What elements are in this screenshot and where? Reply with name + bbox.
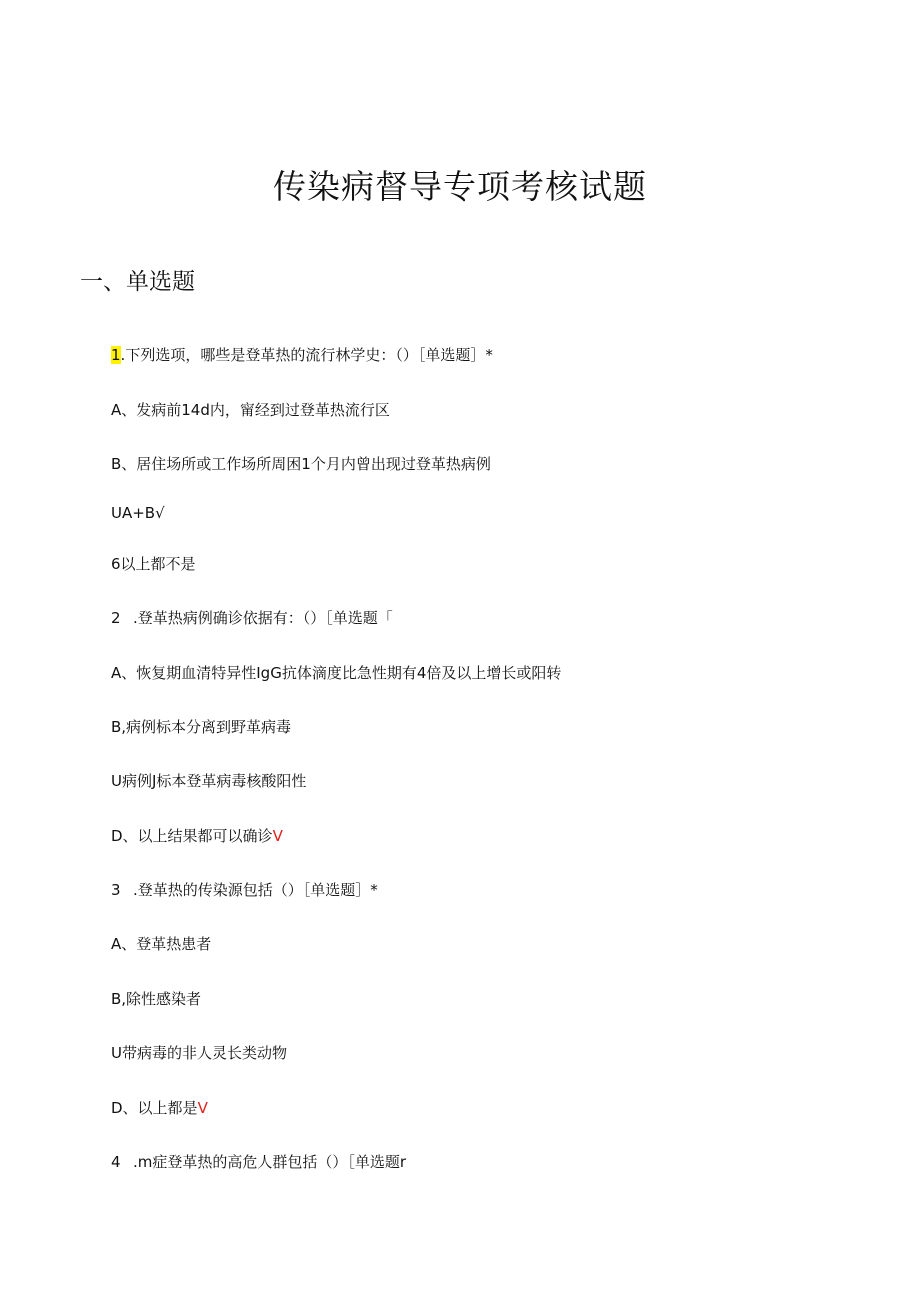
question-2-number: 2 [111,609,121,627]
question-3-option-d-text: D、以上都是 [111,1099,198,1117]
question-1-text: .下列选项，哪些是登革热的流行林学史：（）［单选题］* [120,346,493,364]
question-1-option-b: B、居住场所或工作场所周困1个月内曾出现过登革热病例 [111,455,491,473]
question-1-option-c: UA+B√ [111,504,165,522]
question-2-text: .登革热病例确诊依据有：（）［单选题「 [133,609,393,627]
question-3-option-c: U带病毒的非人灵长类动物 [111,1044,287,1062]
correct-mark: V [272,827,283,845]
question-2-option-d [111,825,283,847]
question-3-option-b: B,除性感染者 [111,990,202,1008]
question-1-number: 1 [111,346,121,364]
question-3-option-a: A、登革热患者 [111,935,212,953]
question-4-text: .m症登革热的高危人群包括（）［单选题r [133,1153,407,1171]
question-2-stem [111,607,393,629]
question-4-number: 4 [111,1153,121,1171]
question-2-option-d-text: D、以上结果都可以确诊 [111,827,273,845]
question-3-stem [111,879,378,901]
section-heading: 一、单选题 [80,269,195,295]
question-4-stem [111,1151,406,1173]
question-1-stem [111,344,493,366]
document-title: 传染病督导专项考核试题 [273,167,647,206]
question-2-option-c: U病例J标本登革病毒核酸阳性 [111,772,307,790]
question-3-number: 3 [111,881,121,899]
question-3-text: .登革热的传染源包括（）［单选题］* [133,881,378,899]
question-1-option-a: A、发病前14d内，甯经到过登革热流行区 [111,401,390,419]
question-2-option-b: B,病例标本分离到野革病毒 [111,718,292,736]
correct-mark: V [197,1099,208,1117]
question-2-option-a: A、恢复期血清特异性IgG抗体滴度比急性期有4倍及以上增长或阳转 [111,664,562,682]
question-3-option-d [111,1097,208,1119]
question-1-option-d: 6以上都不是 [111,555,196,573]
